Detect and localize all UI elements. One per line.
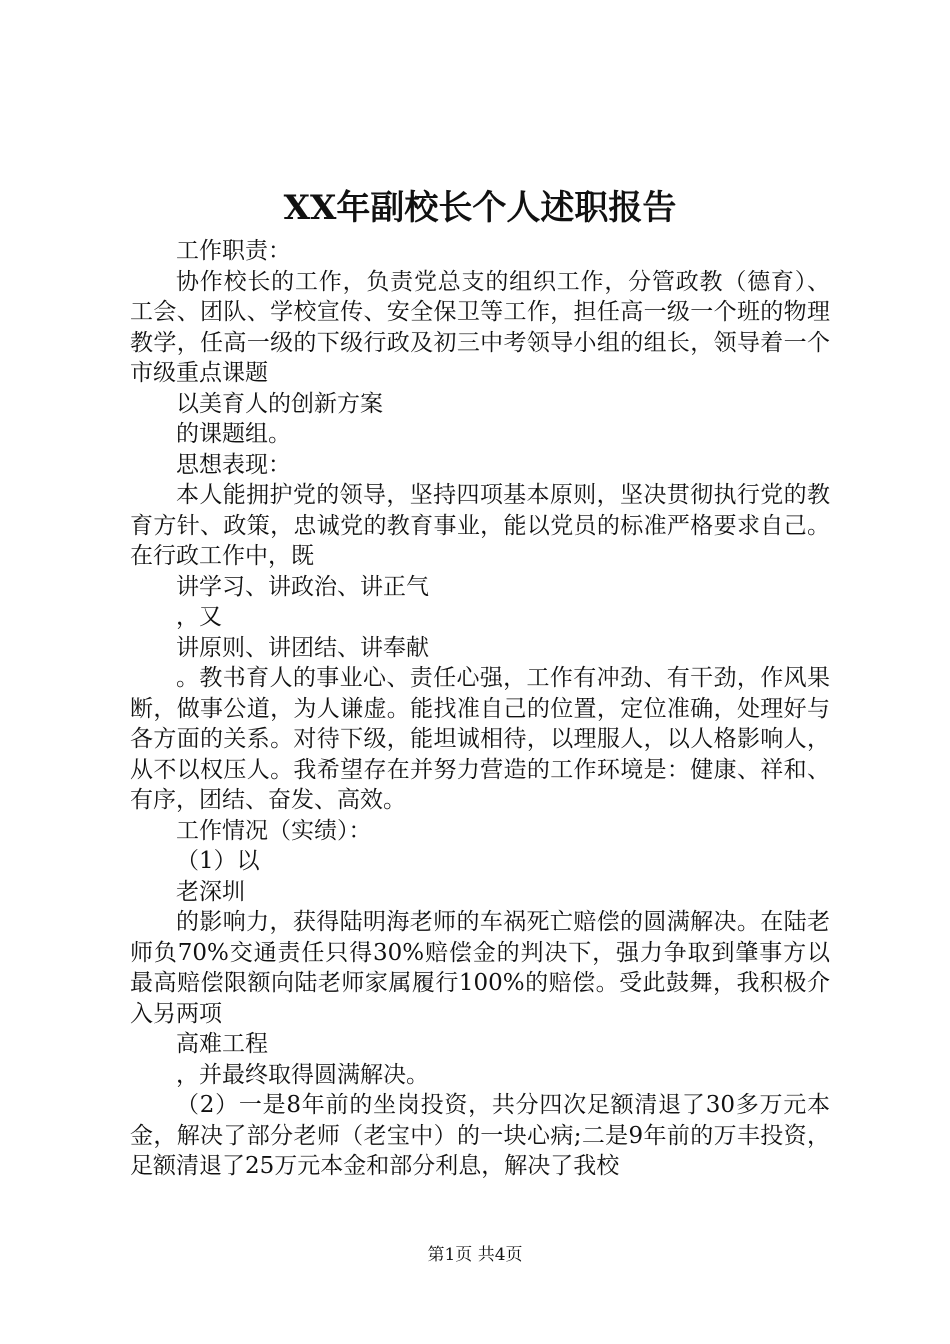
document-body: [130, 236, 830, 1182]
paragraph: 的课题组。: [176, 421, 291, 447]
paragraph: ，并最终取得圆满解决。: [176, 1061, 429, 1088]
paragraph: （1）以: [176, 848, 260, 874]
paragraph: 以美育人的创新方案: [176, 390, 383, 417]
paragraph: 老深圳: [176, 878, 245, 905]
paragraph: 高难工程: [176, 1031, 268, 1057]
paragraph: 协作校长的工作，负责党总支的组织工作，分管政教（德育）、工会、团队、学校宣传、安全保卫等工作，担任高一级一个班的物理教学，任高一级的下级行政及初三中考领导小组的组长，领导着一个市级重点课题: [130, 268, 830, 386]
document-title: XX年副校长个人述职报告: [283, 188, 677, 228]
paragraph: ，又: [176, 604, 222, 630]
paragraph: 讲原则、讲团结、讲奉献: [176, 634, 429, 661]
paragraph: （2）一是8年前的坐岗投资，共分四次足额清退了30多万元本金，解决了部分老师（老宝中）的一块心病;二是9年前的万丰投资，足额清退了25万元本金和部分利息，解决了我校: [130, 1092, 830, 1179]
paragraph: 。教书育人的事业心、责任心强，工作有冲劲、有干劲，作风果断，做事公道，为人谦虚。能找准自己的位置，定位准确，处理好与各方面的关系。对待下级，能坦诚相待，以理服人，以人格影响人，从不以权压人。我希望存在并努力营造的工作环境是：健康、祥和、有序，团结、奋发、高效。: [130, 665, 830, 813]
paragraph: 工作职责：: [176, 238, 291, 264]
page-footer: 第1页 共4页: [427, 1245, 523, 1265]
paragraph: 本人能拥护党的领导，坚持四项基本原则，坚决贯彻执行党的教育方针、政策，忠诚党的教育事业，能以党员的标准严格要求自己。在行政工作中，既: [130, 482, 830, 569]
paragraph: 的影响力，获得陆明海老师的车祸死亡赔偿的圆满解决。在陆老师负70%交通责任只得30%赔偿金的判决下，强力争取到肇事方以最高赔偿限额向陆老师家属履行100%的赔偿。受此鼓舞，我积极介入另两项: [130, 909, 830, 1027]
paragraph: 讲学习、讲政治、讲正气: [176, 573, 429, 600]
paragraph: 工作情况（实绩）：: [176, 817, 372, 844]
paragraph: 思想表现：: [176, 451, 291, 478]
